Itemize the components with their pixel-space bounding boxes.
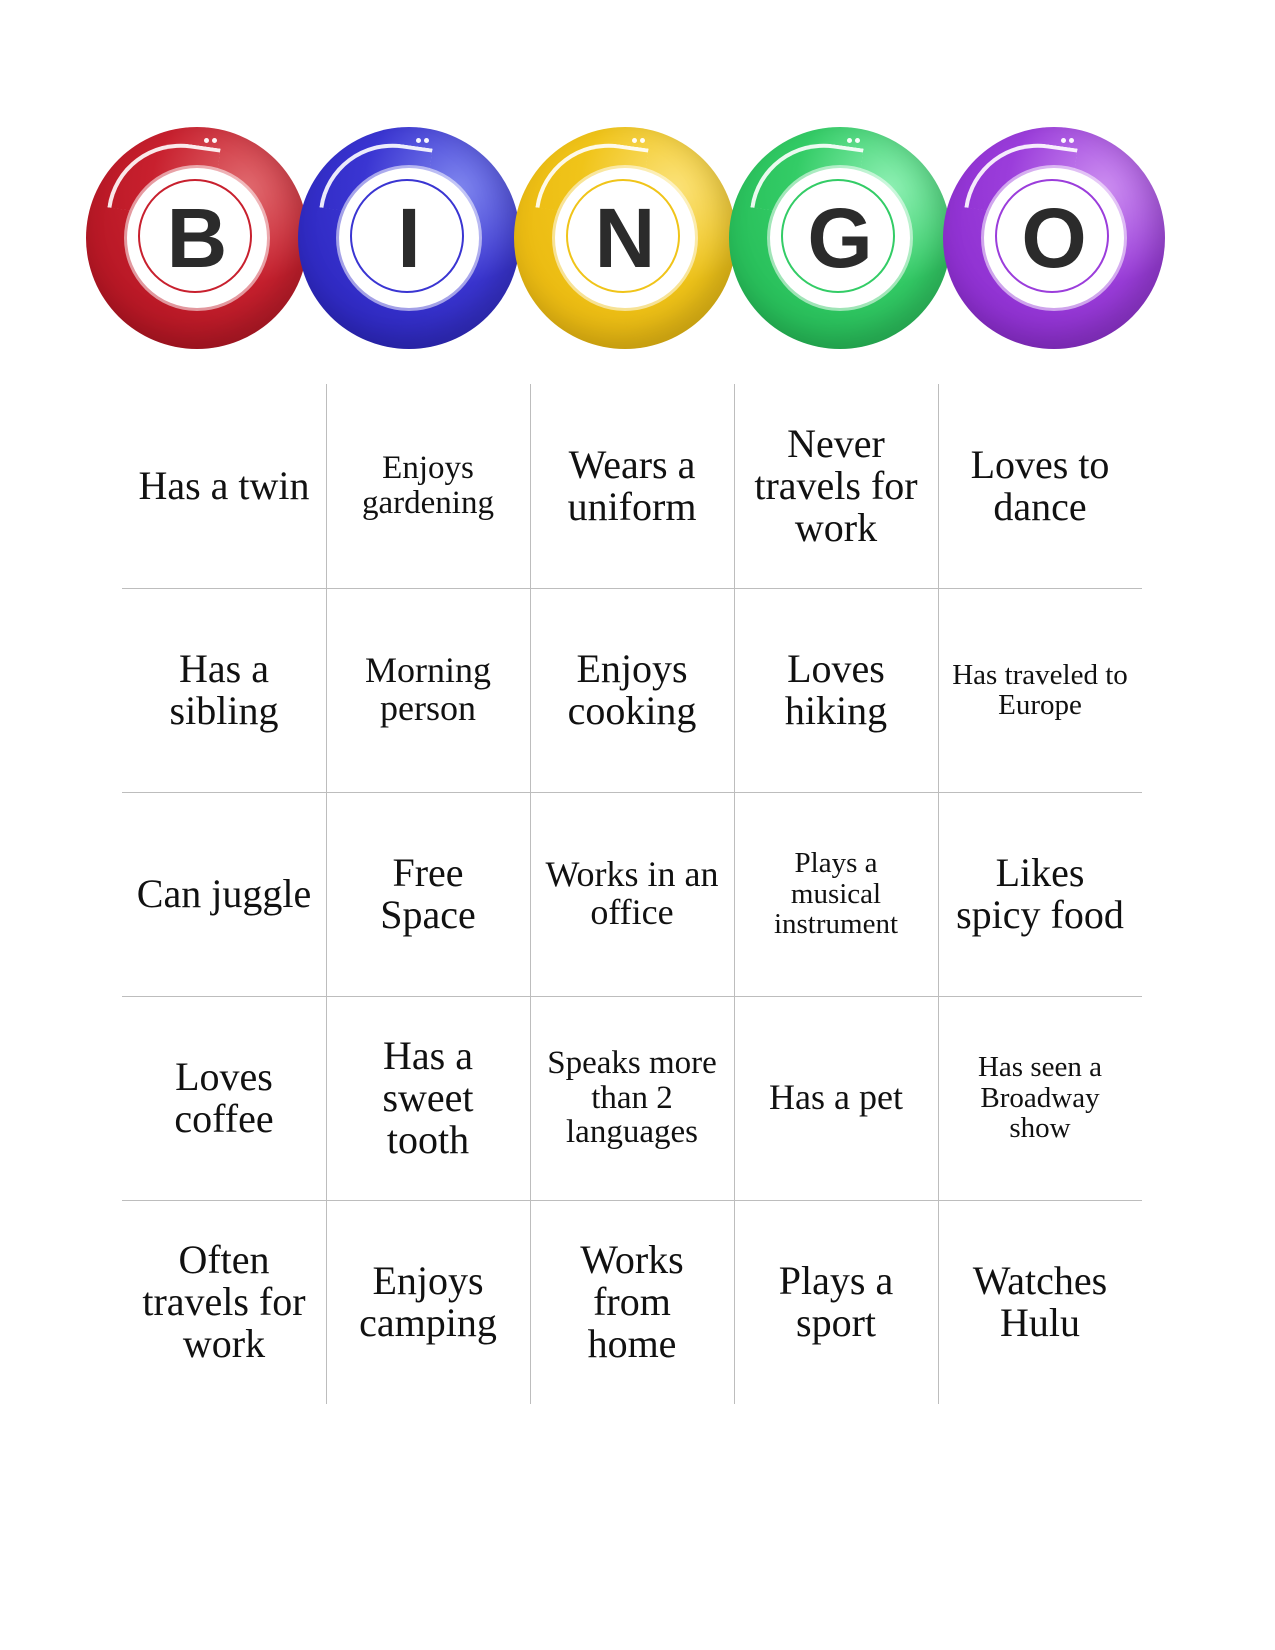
bingo-ball-n <box>514 127 736 349</box>
bingo-square-label: Morning person <box>365 650 491 728</box>
bingo-square[interactable] <box>122 996 326 1200</box>
bingo-square-label: Enjoys cooking <box>567 646 697 733</box>
bingo-square[interactable] <box>530 384 734 588</box>
bingo-square-label: Has seen a Broadway show <box>977 1051 1102 1145</box>
bingo-square-label: Wears a uniform <box>567 442 697 529</box>
ball-shine-dots <box>416 138 430 144</box>
bingo-square-label: Likes spicy food <box>956 850 1124 937</box>
bingo-square-label: Enjoys gardening <box>362 450 494 521</box>
bingo-square-label: Loves coffee <box>174 1054 274 1141</box>
bingo-square-label: Has traveled to Europe <box>952 658 1128 721</box>
bingo-square-label: Has a sibling <box>169 646 279 733</box>
ball-letter: N <box>594 191 656 285</box>
ball-letter: B <box>166 191 228 285</box>
ball-face <box>560 173 690 303</box>
bingo-square[interactable] <box>734 588 938 792</box>
bingo-square-label: Enjoys camping <box>359 1258 497 1345</box>
bingo-square[interactable] <box>326 384 530 588</box>
bingo-square-label: Often travels for work <box>142 1237 306 1366</box>
bingo-square-label: Works from home <box>580 1237 684 1366</box>
bingo-square-label: Has a twin <box>138 463 310 508</box>
bingo-square[interactable] <box>530 792 734 996</box>
bingo-square-label: Loves to dance <box>970 442 1110 529</box>
bingo-square[interactable] <box>938 792 1142 996</box>
bingo-ball-i <box>298 127 520 349</box>
bingo-square-label: Plays a sport <box>778 1258 894 1345</box>
ball-letter: O <box>1021 191 1087 285</box>
bingo-ball-o <box>943 127 1165 349</box>
bingo-square[interactable] <box>530 996 734 1200</box>
bingo-ball-b <box>86 127 308 349</box>
bingo-square[interactable] <box>734 384 938 588</box>
bingo-square-label: Never travels for work <box>754 421 918 550</box>
bingo-header <box>86 127 1186 352</box>
bingo-square-label: Has a sweet tooth <box>382 1033 474 1162</box>
bingo-square-label: Watches Hulu <box>972 1258 1108 1345</box>
bingo-square[interactable] <box>938 996 1142 1200</box>
bingo-square[interactable] <box>734 996 938 1200</box>
bingo-square-label: Plays a musical instrument <box>773 847 899 941</box>
bingo-square[interactable] <box>530 588 734 792</box>
bingo-square[interactable] <box>734 792 938 996</box>
bingo-square[interactable] <box>326 588 530 792</box>
bingo-square[interactable] <box>326 1200 530 1404</box>
bingo-square[interactable] <box>938 588 1142 792</box>
ball-face <box>775 173 905 303</box>
bingo-square[interactable] <box>122 792 326 996</box>
bingo-square[interactable] <box>326 792 530 996</box>
bingo-square[interactable] <box>122 1200 326 1404</box>
bingo-square-label: Has a pet <box>769 1077 903 1118</box>
bingo-square-label: Loves hiking <box>784 646 888 733</box>
ball-shine-dots <box>1061 138 1075 144</box>
bingo-ball-g <box>729 127 951 349</box>
bingo-square[interactable] <box>326 996 530 1200</box>
ball-shine-dots <box>847 138 861 144</box>
ball-letter: I <box>397 191 421 285</box>
ball-face <box>989 173 1119 303</box>
bingo-square[interactable] <box>734 1200 938 1404</box>
bingo-square[interactable] <box>530 1200 734 1404</box>
bingo-square-label: Works in an office <box>545 854 719 932</box>
ball-shine-dots <box>204 138 218 144</box>
ball-letter: G <box>807 191 873 285</box>
bingo-square-label: Free Space <box>380 850 476 937</box>
bingo-square[interactable] <box>938 384 1142 588</box>
bingo-square[interactable] <box>122 588 326 792</box>
bingo-square-label: Speaks more than 2 languages <box>547 1045 717 1151</box>
ball-face <box>132 173 262 303</box>
ball-face <box>344 173 474 303</box>
ball-shine-dots <box>632 138 646 144</box>
bingo-square[interactable] <box>122 384 326 588</box>
bingo-square[interactable] <box>938 1200 1142 1404</box>
bingo-square-label: Can juggle <box>136 871 312 916</box>
bingo-card <box>122 384 1142 1404</box>
